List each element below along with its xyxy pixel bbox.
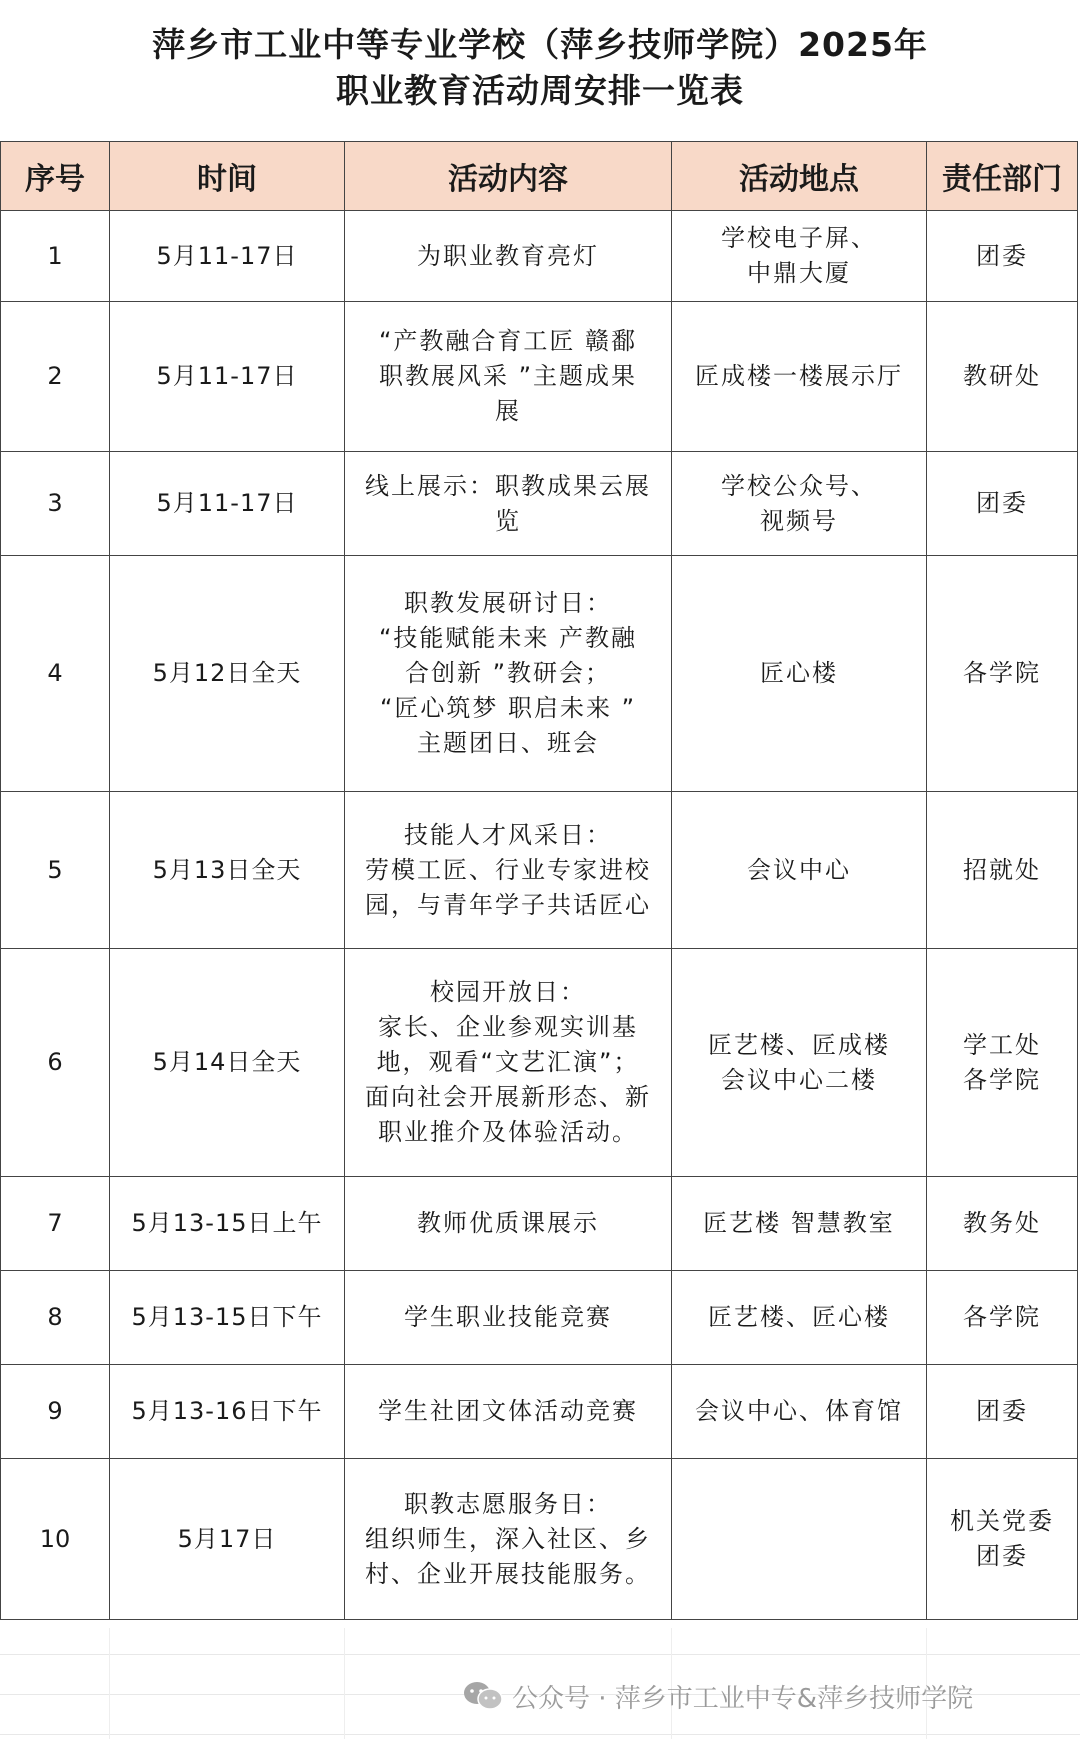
- title-line-1: 萍乡市工业中等专业学校（萍乡技师学院）2025年: [152, 25, 928, 64]
- cell-time: 5月11-17日: [110, 302, 345, 452]
- cell-place: [672, 949, 927, 1177]
- table-row: [1, 1459, 1078, 1620]
- watermark: [462, 1676, 973, 1716]
- cell-content-line: 线上展示：职教成果云展: [365, 471, 651, 500]
- cell-content-line: 主题团日、班会: [417, 729, 599, 757]
- cell-dept-line: 教研处: [963, 362, 1041, 390]
- cell-content-line: 合创新 ”教研会；: [404, 659, 612, 687]
- cell-no: 4: [1, 556, 110, 792]
- cell-no: 1: [1, 211, 110, 302]
- cell-content: [345, 211, 672, 302]
- header-time: 时间: [110, 142, 345, 211]
- cell-place-line: 中鼎大厦: [747, 259, 851, 287]
- cell-content-line: 技能人才风采日：: [404, 820, 612, 849]
- cell-place: [672, 1271, 927, 1365]
- cell-content-line: 学生职业技能竞赛: [404, 1303, 612, 1331]
- cell-place: [672, 302, 927, 452]
- cell-place: [672, 556, 927, 792]
- cell-content-line: 地，观看“文艺汇演”；: [376, 1048, 640, 1076]
- table-row: [1, 1271, 1078, 1365]
- cell-content-line: “产教融合育工匠 赣鄱: [378, 327, 638, 355]
- cell-dept: [927, 792, 1078, 949]
- table-row: [1, 211, 1078, 302]
- header-no: 序号: [1, 142, 110, 211]
- cell-dept-line: 团委: [976, 1542, 1028, 1570]
- cell-dept-line: 机关党委: [950, 1507, 1054, 1535]
- cell-dept-line: 教务处: [963, 1209, 1041, 1237]
- header-place: 活动地点: [672, 142, 927, 211]
- table-body: [1, 211, 1078, 1620]
- table-row: [1, 452, 1078, 556]
- cell-content-line: 职教展风采 ”主题成果: [378, 362, 638, 390]
- cell-place-line: 会议中心、体育馆: [695, 1397, 903, 1425]
- schedule-table: [0, 141, 1078, 1620]
- cell-no: 8: [1, 1271, 110, 1365]
- cell-place-line: 匠艺楼、匠心楼: [708, 1303, 890, 1331]
- cell-dept-line: 团委: [976, 241, 1028, 270]
- cell-place-line: 匠成楼一楼展示厅: [695, 362, 903, 390]
- cell-content-line: 组织师生，深入社区、乡: [365, 1524, 651, 1553]
- cell-dept: [927, 556, 1078, 792]
- cell-content-line: “技能赋能未来 产教融: [378, 624, 638, 652]
- title-line-2: 职业教育活动周安排一览表: [336, 71, 744, 110]
- cell-dept-line: 团委: [976, 1397, 1028, 1425]
- cell-dept-line: 团委: [976, 489, 1028, 517]
- cell-time: 5月12日全天: [110, 556, 345, 792]
- cell-time: 5月13-16日下午: [110, 1365, 345, 1459]
- cell-place: [672, 1365, 927, 1459]
- watermark-text: 公众号 · 萍乡市工业中专&萍乡技师学院: [512, 1683, 974, 1714]
- cell-content-line: 劳模工匠、行业专家进校: [365, 855, 651, 884]
- cell-content-line: 展: [495, 397, 521, 425]
- cell-content: [345, 302, 672, 452]
- cell-time: 5月13-15日下午: [110, 1271, 345, 1365]
- cell-content-line: 职教志愿服务日：: [404, 1489, 612, 1518]
- cell-content-line: 为职业教育亮灯: [417, 241, 599, 270]
- cell-dept: [927, 1177, 1078, 1271]
- cell-content-line: 教师优质课展示: [417, 1209, 599, 1237]
- cell-dept: [927, 452, 1078, 556]
- cell-content: [345, 1459, 672, 1620]
- cell-content: [345, 949, 672, 1177]
- cell-no: 2: [1, 302, 110, 452]
- cell-time: 5月14日全天: [110, 949, 345, 1177]
- cell-content: [345, 792, 672, 949]
- cell-place-line: 匠艺楼、匠成楼: [708, 1030, 890, 1059]
- cell-no: 7: [1, 1177, 110, 1271]
- cell-time: 5月13-15日上午: [110, 1177, 345, 1271]
- cell-dept-line: 学工处: [963, 1030, 1041, 1059]
- cell-content-line: 家长、企业参观实训基: [378, 1013, 638, 1041]
- cell-dept-line: 各学院: [963, 659, 1041, 687]
- cell-place-line: 会议中心: [747, 855, 851, 884]
- cell-dept: [927, 211, 1078, 302]
- cell-content-line: 校园开放日：: [430, 978, 586, 1006]
- cell-no: 6: [1, 949, 110, 1177]
- cell-time: 5月11-17日: [110, 211, 345, 302]
- cell-dept: [927, 949, 1078, 1177]
- cell-dept: [927, 1459, 1078, 1620]
- cell-content-line: 职教发展研讨日：: [404, 589, 612, 617]
- table-row: [1, 949, 1078, 1177]
- header-content: 活动内容: [345, 142, 672, 211]
- cell-place: [672, 452, 927, 556]
- wechat-icon: [462, 1680, 504, 1712]
- cell-place: [672, 1459, 927, 1620]
- cell-dept: [927, 302, 1078, 452]
- cell-content-line: 村、企业开展技能服务。: [365, 1559, 651, 1588]
- table-row: [1, 302, 1078, 452]
- table-row: [1, 556, 1078, 792]
- cell-content-line: 面向社会开展新形态、新: [365, 1083, 651, 1111]
- cell-no: 5: [1, 792, 110, 949]
- cell-content-line: 学生社团文体活动竞赛: [378, 1397, 638, 1425]
- cell-time: 5月11-17日: [110, 452, 345, 556]
- cell-content: [345, 1271, 672, 1365]
- table-row: [1, 1365, 1078, 1459]
- cell-dept-line: 各学院: [963, 1303, 1041, 1331]
- cell-no: 10: [1, 1459, 110, 1620]
- cell-content: [345, 1365, 672, 1459]
- cell-place-line: 视频号: [760, 506, 838, 535]
- cell-place: [672, 792, 927, 949]
- header-dept: 责任部门: [927, 142, 1078, 211]
- table-row: [1, 1177, 1078, 1271]
- cell-place-line: 会议中心二楼: [721, 1065, 877, 1094]
- cell-time: 5月17日: [110, 1459, 345, 1620]
- cell-place-line: 学校电子屏、: [721, 224, 877, 252]
- cell-place-line: 学校公众号、: [721, 471, 877, 500]
- cell-time: 5月13日全天: [110, 792, 345, 949]
- cell-content: [345, 452, 672, 556]
- cell-content: [345, 1177, 672, 1271]
- cell-dept: [927, 1365, 1078, 1459]
- cell-content-line: 职业推介及体验活动。: [378, 1118, 638, 1146]
- cell-dept-line: 各学院: [963, 1065, 1041, 1094]
- table-header-row: [1, 142, 1078, 211]
- cell-content-line: 园，与青年学子共话匠心: [365, 890, 651, 919]
- cell-content-line: “匠心筑梦 职启未来 ”: [379, 694, 637, 722]
- cell-place-line: 匠心楼: [760, 659, 838, 687]
- cell-place: [672, 211, 927, 302]
- cell-place: [672, 1177, 927, 1271]
- cell-dept-line: 招就处: [963, 855, 1041, 884]
- cell-place-line: 匠艺楼 智慧教室: [703, 1209, 895, 1237]
- table-row: [1, 792, 1078, 949]
- cell-no: 3: [1, 452, 110, 556]
- cell-no: 9: [1, 1365, 110, 1459]
- page-title: [0, 22, 1080, 114]
- cell-dept: [927, 1271, 1078, 1365]
- cell-content-line: 览: [495, 506, 521, 535]
- cell-content: [345, 556, 672, 792]
